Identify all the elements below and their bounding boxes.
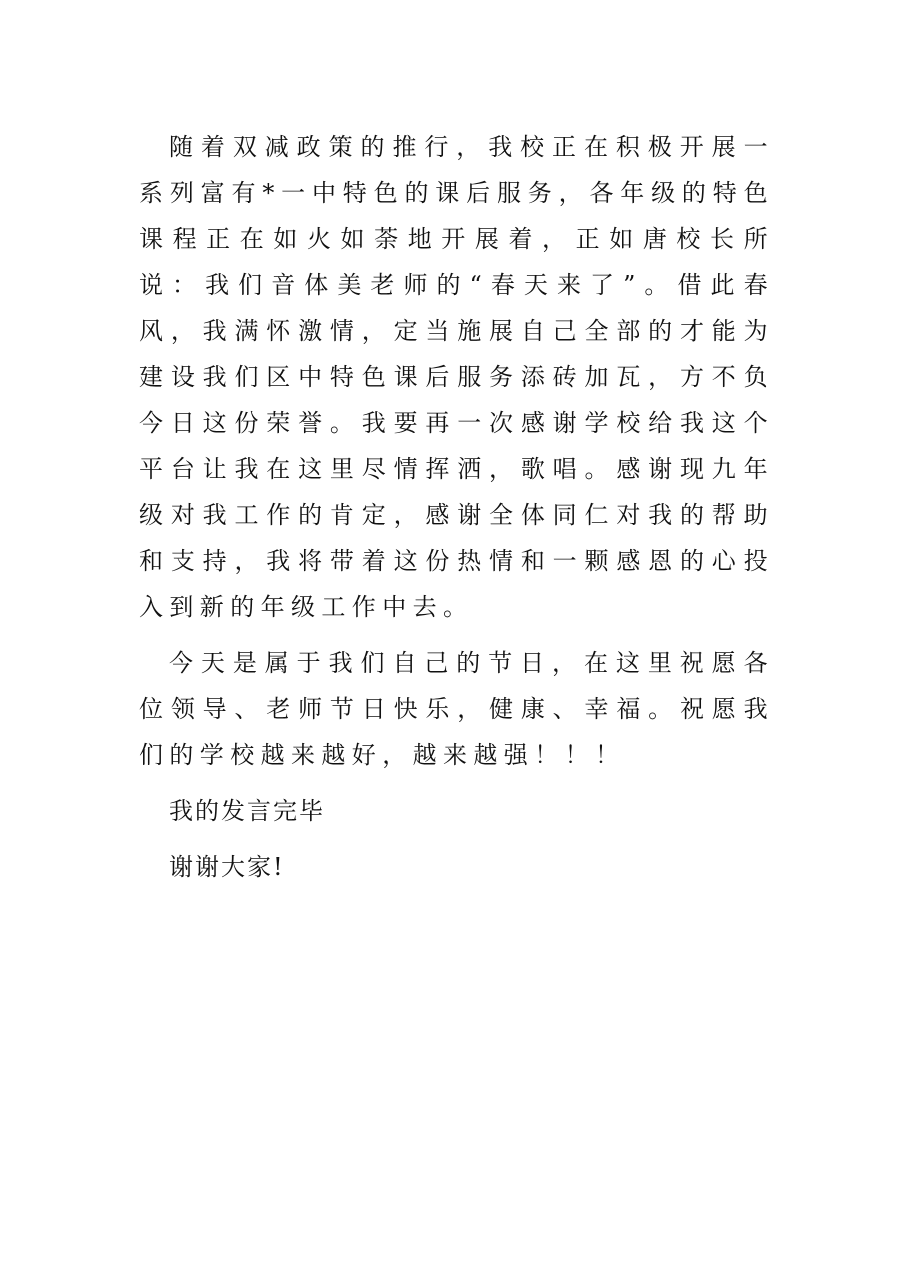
- paragraph-1: 随着双减政策的推行，我校正在积极开展一系列富有*一中特色的课后服务，各年级的特色课程正在如火如荼地开展着，正如唐校长所说：我们音体美老师的“春天来了”。借此春风，我满怀激情，定当施展自己全部的才能为建设我们区中特色课后服务添砖加瓦，方不负今日这份荣誉。我要再一次感谢学校给我这个平台让我在这里尽情挥洒，歌唱。感谢现九年级对我工作的肯定，感谢全体同仁对我的帮助和支持，我将带着这份热情和一颗感恩的心投入到新的年级工作中去。: [139, 133, 774, 621]
- closing-thanks: 谢谢大家!: [169, 853, 285, 881]
- closing-remark: 我的发言完毕: [169, 797, 325, 825]
- paragraph-2: 今天是属于我们自己的节日，在这里祝愿各位领导、老师节日快乐，健康、幸福。祝愿我们的学校越来越好，越来越强！！！: [139, 649, 774, 769]
- document-body: [139, 124, 774, 890]
